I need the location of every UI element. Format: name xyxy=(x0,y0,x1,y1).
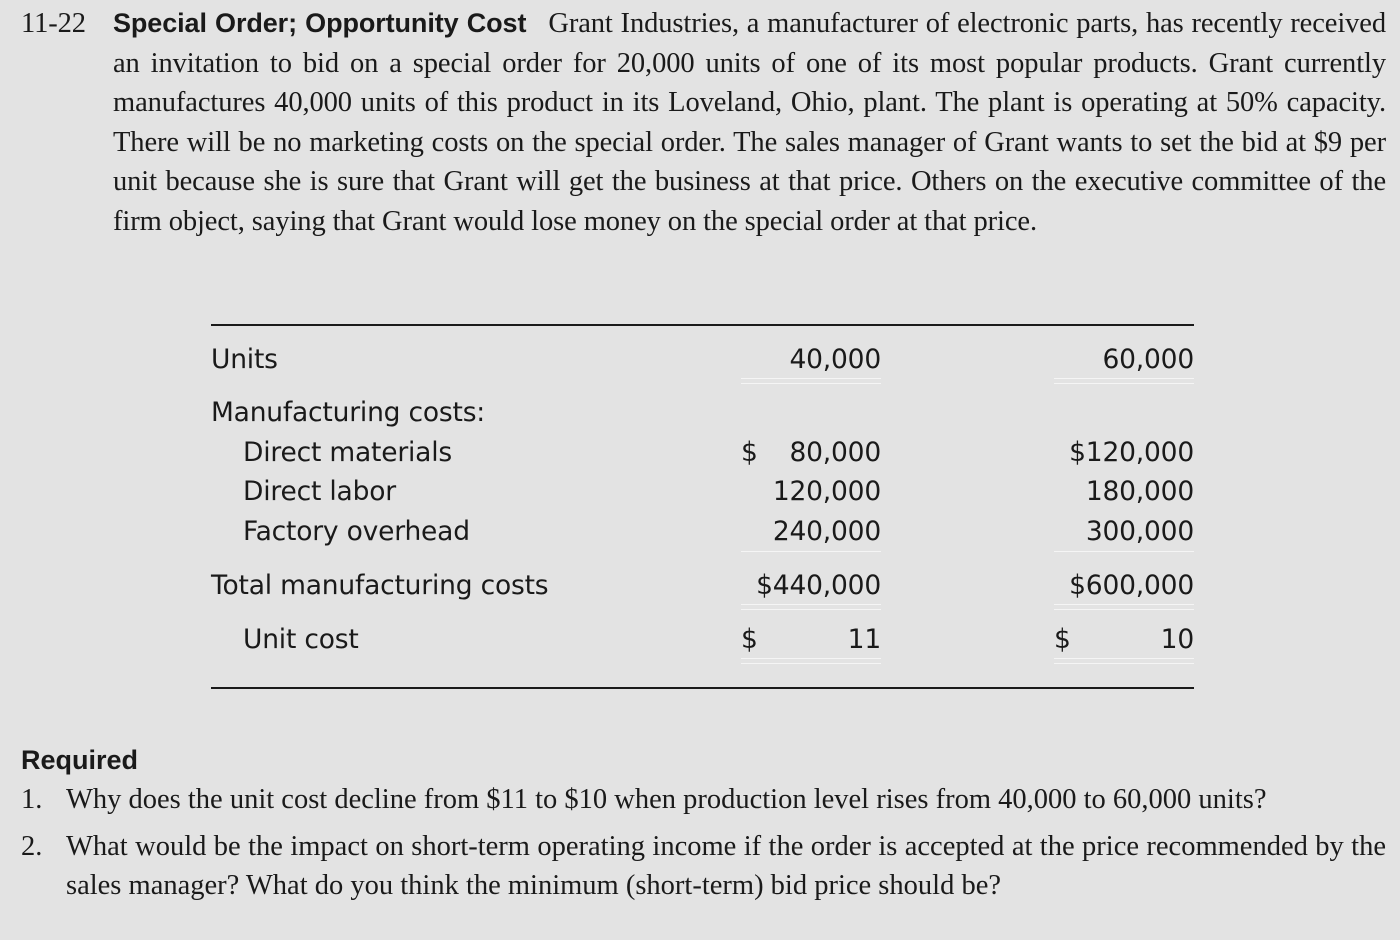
double-underline xyxy=(741,383,881,384)
total-40000-cell xyxy=(741,566,881,606)
single-underline xyxy=(1054,551,1194,552)
unit-cost-60000-value: 10 xyxy=(1160,624,1194,655)
required-section xyxy=(21,742,1386,913)
double-underline xyxy=(741,604,881,605)
direct-materials-40000-value: 80,000 xyxy=(789,437,881,468)
problem-paragraph xyxy=(21,4,1386,241)
factory-overhead-60000-value: 300,000 xyxy=(1085,516,1194,547)
required-title: Required xyxy=(21,745,139,775)
direct-labor-row xyxy=(211,472,1194,512)
required-item-number: 1. xyxy=(21,784,43,815)
double-underline xyxy=(1054,383,1194,384)
problem-text: Grant Industries, a manufacturer of electronic parts, has recently received an invitation to bid on a special order for 20,000 units of one of its most popular products. Grant currently manufactures 40,000 units of this product in its Loveland, Ohio, plant. The plant is operating at 50% capacity. There will be no marketing costs on the special order. The sales manager of Grant wants to set the bid at $9 per unit because she is sure that Grant will get the business at that price. Others on the executive committee of the firm object, saying that Grant would lose money on the special order at that price. xyxy=(113,8,1386,237)
direct-labor-60000-cell xyxy=(1054,472,1194,512)
unit-cost-40000-value: 11 xyxy=(847,624,881,655)
table-bottom-rule xyxy=(211,687,1194,689)
required-item-text: What would be the impact on short-term operating income if the order is accepted at the price recommended by the sales manager? What do you think the minimum (short-term) bid price should be? xyxy=(66,830,1386,901)
double-underline xyxy=(741,658,881,659)
factory-overhead-row xyxy=(211,512,1194,552)
direct-labor-60000-value: 180,000 xyxy=(1085,476,1194,507)
units-40000-value: 40,000 xyxy=(789,344,881,375)
table-top-rule xyxy=(211,324,1194,326)
required-item-number: 2. xyxy=(21,830,43,862)
double-underline xyxy=(741,609,881,610)
direct-materials-row xyxy=(211,433,1194,473)
problem-title: Special Order; Opportunity Cost xyxy=(113,8,527,38)
total-60000-cell xyxy=(1054,566,1194,606)
factory-overhead-40000-value: 240,000 xyxy=(772,516,881,547)
direct-materials-40000-cell xyxy=(741,433,881,473)
double-underline xyxy=(1054,658,1194,659)
direct-materials-60000-cell xyxy=(1054,433,1194,473)
required-item-2 xyxy=(21,827,1386,906)
units-label: Units xyxy=(211,344,278,375)
total-row xyxy=(211,566,1194,606)
factory-overhead-40000-cell xyxy=(741,512,881,552)
double-underline xyxy=(741,663,881,664)
currency-sign: $ xyxy=(1054,624,1071,655)
currency-sign: $ xyxy=(741,624,758,655)
problem-statement xyxy=(21,4,1386,241)
total-label: Total manufacturing costs xyxy=(211,570,549,601)
unit-cost-40000-cell xyxy=(741,620,881,660)
unit-cost-label: Unit cost xyxy=(243,624,359,655)
double-underline xyxy=(1054,378,1194,379)
units-60000-value: 60,000 xyxy=(1102,344,1194,375)
direct-labor-40000-cell xyxy=(741,472,881,512)
total-40000-value: $440,000 xyxy=(756,570,881,601)
single-underline xyxy=(741,551,881,552)
problem-number: 11-22 xyxy=(21,8,86,39)
manufacturing-costs-label: Manufacturing costs: xyxy=(211,397,486,428)
double-underline xyxy=(1054,604,1194,605)
double-underline xyxy=(741,378,881,379)
direct-labor-label: Direct labor xyxy=(243,476,396,507)
required-item-1 xyxy=(21,780,1386,820)
unit-cost-row xyxy=(211,620,1194,660)
factory-overhead-label: Factory overhead xyxy=(243,516,470,547)
units-60000-cell xyxy=(1054,340,1194,380)
required-item-text: Why does the unit cost decline from $11 to $10 when production level rises from 40,000 to 60,000 units? xyxy=(66,784,1267,815)
unit-cost-60000-cell xyxy=(1054,620,1194,660)
total-60000-value: $600,000 xyxy=(1069,570,1194,601)
factory-overhead-60000-cell xyxy=(1054,512,1194,552)
section-row xyxy=(211,393,1194,433)
direct-materials-label: Direct materials xyxy=(243,437,452,468)
units-row xyxy=(211,340,1194,380)
double-underline xyxy=(1054,663,1194,664)
double-underline xyxy=(1054,609,1194,610)
direct-labor-40000-value: 120,000 xyxy=(772,476,881,507)
direct-materials-60000-value: $120,000 xyxy=(1069,437,1194,468)
currency-sign: $ xyxy=(741,437,758,468)
units-40000-cell xyxy=(741,340,881,380)
